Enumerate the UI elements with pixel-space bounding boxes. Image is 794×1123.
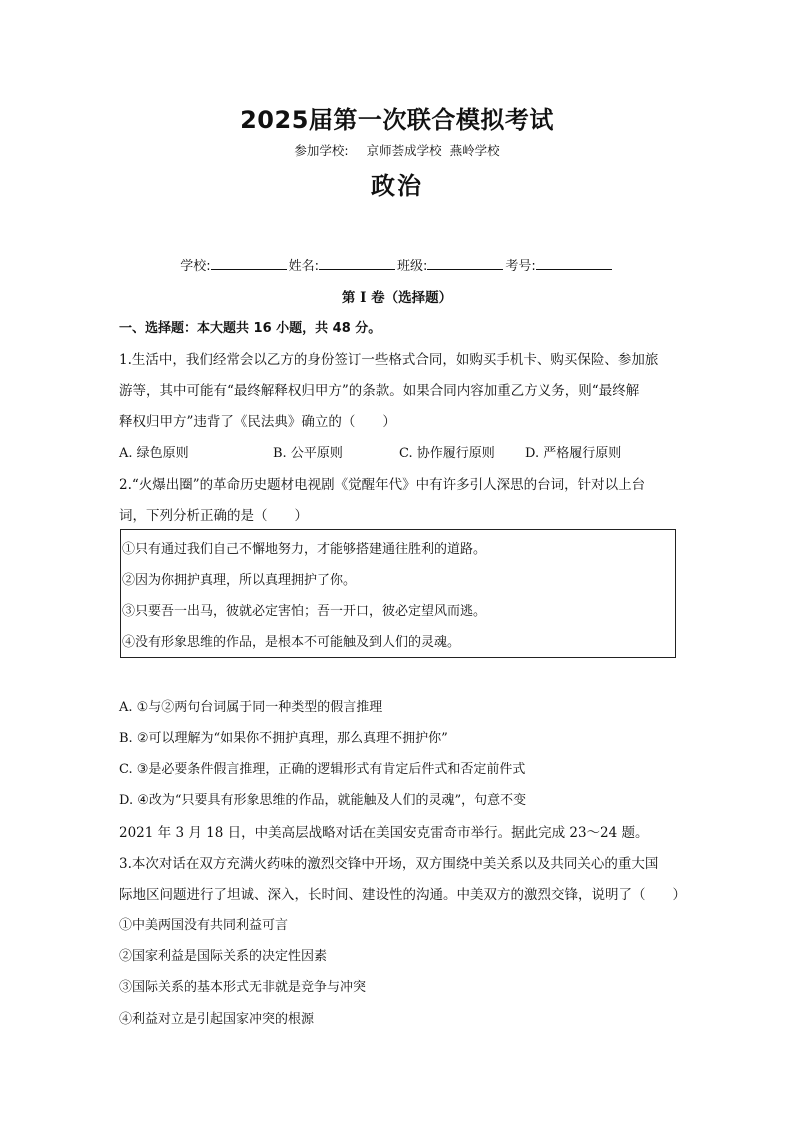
q2-line: 2.“火爆出圈”的革命历史题材电视剧《觉醒年代》中有许多引人深思的台词，针对以上台 bbox=[119, 477, 646, 493]
quote-line: ②因为你拥护真理，所以真理拥护了你。 bbox=[122, 573, 357, 588]
q3-item: ④利益对立是引起国家冲突的根源 bbox=[119, 1012, 315, 1027]
q1-line: 释权归甲方”违背了《民法典》确立的（ ） bbox=[119, 414, 396, 430]
school-name: 燕岭学校 bbox=[449, 143, 500, 158]
quote-line: ④没有形象思维的作品，是根本不可能触及到人们的灵魂。 bbox=[122, 635, 461, 650]
q1-option-a[interactable]: A. 绿色原则 bbox=[119, 446, 189, 461]
q1-option-c[interactable]: C. 协作履行原则 bbox=[399, 446, 495, 461]
q1-option-b[interactable]: B. 公平原则 bbox=[273, 446, 343, 461]
q3-item: ①中美两国没有共同利益可言 bbox=[119, 918, 289, 933]
student-info-row bbox=[0, 255, 794, 274]
q3-line: 际地区问题进行了坦诚、深入，长时间、建设性的沟通。中美双方的激烈交锋，说明了（ ） bbox=[119, 887, 686, 903]
q1-line: 游等，其中可能有“最终解释权归甲方”的条款。如果合同内容加重乙方义务，则“最终解 bbox=[119, 383, 640, 399]
q2-option-c[interactable]: C. ③是必要条件假言推理，正确的逻辑形式有肯定后件式和否定前件式 bbox=[119, 762, 526, 777]
subject-title: 政治 bbox=[371, 171, 423, 200]
material-text: 2021 年 3 月 18 日，中美高层战略对话在美国安克雷奇市举行。据此完成 23～24 题。 bbox=[119, 825, 649, 841]
q2-line: 词，下列分析正确的是（ ） bbox=[119, 508, 308, 524]
class-label: 班级: bbox=[397, 259, 428, 274]
q1-line: 1.生活中，我们经常会以乙方的身份签订一些格式合同，如购买手机卡、购买保险、参加旅 bbox=[119, 352, 659, 368]
school-name: 京师荟成学校 bbox=[366, 143, 442, 158]
id-label: 考号: bbox=[505, 259, 536, 274]
quote-line: ③只要吾一出马，彼就必定害怕；吾一开口，彼必定望风而逃。 bbox=[122, 604, 487, 619]
name-label: 姓名: bbox=[288, 259, 319, 274]
q2-option-b[interactable]: B. ②可以理解为“如果你不拥护真理，那么真理不拥护你” bbox=[119, 731, 448, 746]
schools-label: 参加学校: bbox=[294, 143, 349, 158]
id-blank[interactable] bbox=[536, 257, 612, 270]
part-title: 一、选择题：本大题共 16 小题，共 48 分。 bbox=[119, 321, 382, 336]
school-label: 学校: bbox=[180, 259, 211, 274]
exam-title: 2025届第一次联合模拟考试 bbox=[240, 106, 554, 134]
school-blank[interactable] bbox=[211, 257, 287, 270]
q3-item: ③国际关系的基本形式无非就是竞争与冲突 bbox=[119, 980, 367, 995]
participating-schools bbox=[0, 141, 794, 159]
quote-line: ①只有通过我们自己不懈地努力，才能够搭建通往胜利的道路。 bbox=[122, 542, 487, 557]
q3-item: ②国家利益是国际关系的决定性因素 bbox=[119, 949, 328, 964]
q1-option-d[interactable]: D. 严格履行原则 bbox=[525, 446, 622, 461]
section-title: 第 I 卷（选择题） bbox=[341, 290, 453, 306]
q3-line: 3.本次对话在双方充满火药味的激烈交锋中开场，双方围绕中美关系以及共同关心的重大国 bbox=[119, 856, 659, 872]
class-blank[interactable] bbox=[427, 257, 503, 270]
q2-option-d[interactable]: D. ④改为“只要具有形象思维的作品，就能触及人们的灵魂”，句意不变 bbox=[119, 793, 527, 808]
name-blank[interactable] bbox=[319, 257, 395, 270]
q2-option-a[interactable]: A. ①与②两句台词属于同一种类型的假言推理 bbox=[119, 700, 383, 715]
